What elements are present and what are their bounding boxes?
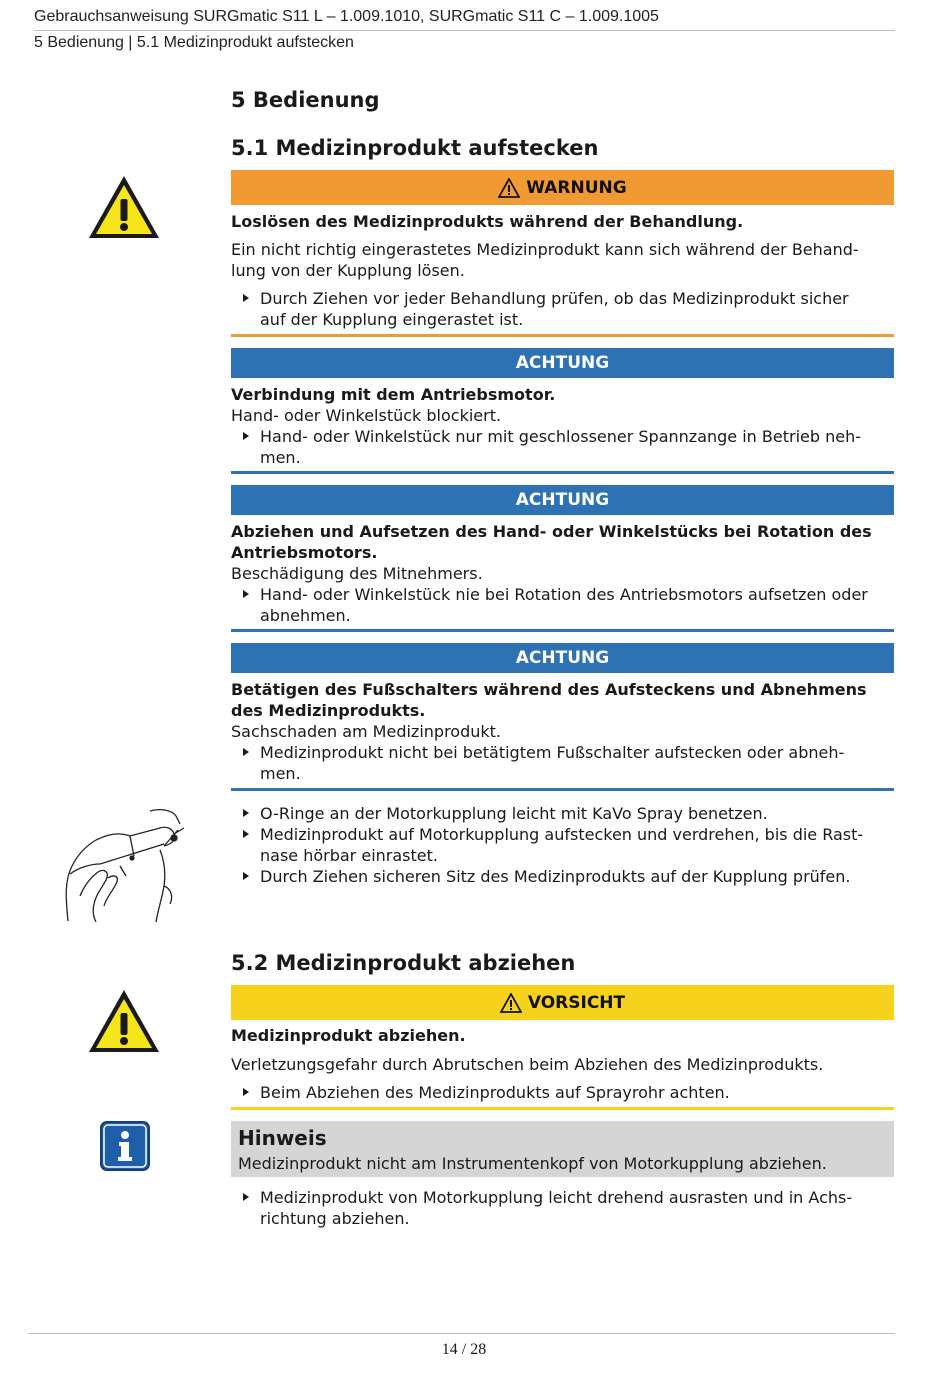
step-3: Durch Ziehen sicheren Sitz des Medizinprodukts auf der Kupplung prüfen.	[243, 866, 900, 887]
caution-action: Beim Abziehen des Medizinprodukts auf Sprayrohr achten.	[243, 1082, 900, 1103]
caution-text: Verletzungsgefahr durch Abrutschen beim Abziehen des Medizinprodukts.	[231, 1055, 824, 1074]
warning-small-icon	[498, 178, 520, 198]
header-divider	[34, 30, 895, 31]
warning-heading: Loslösen des Medizinprodukts während der Behandlung.	[231, 212, 744, 231]
breadcrumb: 5 Bedienung | 5.1 Medizinprodukt aufstecken	[34, 34, 354, 51]
removal-step-line1: Medizinprodukt von Motorkupplung leicht drehend ausrasten und in Achs-	[260, 1188, 853, 1207]
note-text: Medizinprodukt nicht am Instrumentenkopf von Motorkupplung abziehen.	[238, 1154, 827, 1173]
notice-banner-3	[231, 643, 894, 673]
warning-triangle-icon-2	[86, 987, 162, 1055]
caution-divider	[231, 1107, 894, 1110]
notice2-action-line2: abnehmen.	[260, 606, 351, 625]
step-2-line1: Medizinprodukt auf Motorkupplung aufstecken und verdrehen, bis die Rast-	[260, 825, 864, 844]
step-2	[243, 824, 900, 866]
notice1-action-line2: men.	[260, 448, 301, 467]
chapter-title: 5 Bedienung	[231, 88, 380, 112]
notice3-divider	[231, 788, 894, 791]
warning-action-line1: Durch Ziehen vor jeder Behandlung prüfen, ob das Medizinprodukt sicher	[260, 289, 849, 308]
note-box	[231, 1121, 894, 1177]
notice3-heading-line1: Betätigen des Fußschalters während des Aufsteckens und Abnehmens	[231, 680, 867, 699]
notice2-heading-line1: Abziehen und Aufsetzen des Hand- oder Winkelstücks bei Rotation des	[231, 522, 872, 541]
notice2-heading-line2: Antriebsmotors.	[231, 543, 378, 562]
notice2-action-line1: Hand- oder Winkelstück nie bei Rotation des Antriebsmotors aufsetzen oder	[260, 585, 868, 604]
notice-banner-1	[231, 348, 894, 378]
notice3-action-line1: Medizinprodukt nicht bei betätigtem Fußschalter aufstecken oder abneh-	[260, 743, 845, 762]
notice2-text: Beschädigung des Mitnehmers.	[231, 564, 483, 583]
section-title-5-2: 5.2 Medizinprodukt abziehen	[231, 951, 576, 975]
notice3-action-line2: men.	[260, 764, 301, 783]
notice2-divider	[231, 629, 894, 632]
notice1-divider	[231, 471, 894, 474]
warning-action-line2: auf der Kupplung eingerastet ist.	[260, 310, 524, 329]
notice1-action	[243, 426, 900, 468]
notice1-action-line1: Hand- oder Winkelstück nur mit geschlossener Spannzange in Betrieb neh-	[260, 427, 861, 446]
step-1: O-Ringe an der Motorkupplung leicht mit KaVo Spray benetzen.	[243, 803, 900, 824]
removal-step-line2: richtung abziehen.	[260, 1209, 410, 1228]
info-icon	[100, 1121, 150, 1171]
warning-text-line1: Ein nicht richtig eingerastetes Medizinprodukt kann sich während der Behand-	[231, 240, 859, 259]
warning-divider	[231, 334, 894, 337]
warning-label: WARNUNG	[526, 177, 627, 198]
notice-banner-2	[231, 485, 894, 515]
note-title: Hinweis	[238, 1126, 327, 1150]
removal-step	[243, 1187, 900, 1229]
hand-operation-illustration	[60, 806, 185, 924]
warning-action	[243, 288, 900, 330]
notice1-text: Hand- oder Winkelstück blockiert.	[231, 406, 502, 425]
caution-label: VORSICHT	[527, 992, 626, 1013]
notice-label-1: ACHTUNG	[515, 353, 610, 373]
warning-banner	[231, 170, 894, 205]
notice1-heading: Verbindung mit dem Antriebsmotor.	[231, 385, 556, 404]
warning-triangle-icon	[86, 173, 162, 241]
notice-label-3: ACHTUNG	[515, 648, 610, 668]
notice2-action	[243, 584, 900, 626]
notice-label-2: ACHTUNG	[515, 490, 610, 510]
notice3-heading-line2: des Medizinprodukts.	[231, 701, 426, 720]
document-title: Gebrauchsanweisung SURGmatic S11 L – 1.009.1010, SURGmatic S11 C – 1.009.1005	[34, 8, 659, 25]
notice3-action	[243, 742, 900, 784]
caution-heading: Medizinprodukt abziehen.	[231, 1026, 466, 1045]
step-2-line2: nase hörbar einrastet.	[260, 846, 438, 865]
footer-divider	[28, 1333, 895, 1334]
caution-banner	[231, 985, 894, 1020]
page-number: 14 / 28	[441, 1341, 487, 1358]
caution-small-icon	[500, 993, 522, 1013]
warning-text-line2: lung von der Kupplung lösen.	[231, 261, 465, 280]
notice3-text: Sachschaden am Medizinprodukt.	[231, 722, 502, 741]
section-title-5-1: 5.1 Medizinprodukt aufstecken	[231, 136, 599, 160]
